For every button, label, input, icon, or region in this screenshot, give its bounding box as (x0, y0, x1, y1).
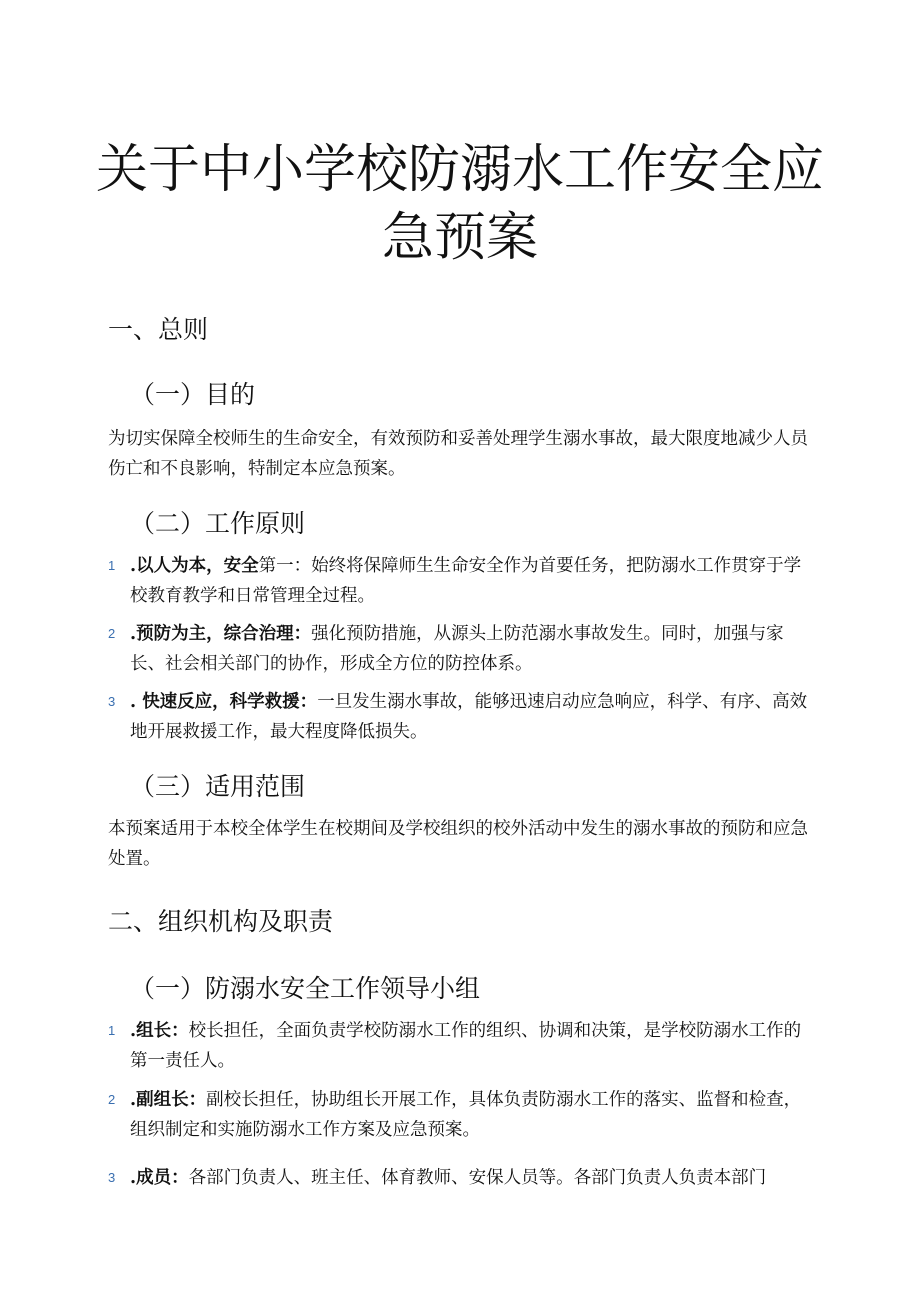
list-dot: . (130, 1168, 137, 1188)
list-dot: . (130, 1090, 137, 1110)
list-number: 2 (108, 626, 116, 641)
list-number: 3 (108, 694, 116, 709)
paragraph-scope: 本预案适用于本校全体学生在校期间及学校组织的校外活动中发生的溺水事故的预防和应急处置。 (108, 819, 808, 869)
list-number: 2 (108, 1092, 116, 1107)
list-item-bold-label: 快速反应，科学救援： (142, 692, 318, 712)
list-number: 1 (108, 558, 116, 573)
list-item-text: 副校长担任，协助组长开展工作，具体负责防溺水工作的落实、监督和检查，组织制定和实施防溺水工作方案及应急预案。 (130, 1090, 802, 1140)
document-title-line-2: 急预案 (381, 208, 538, 268)
list-item (108, 687, 808, 747)
list-item-text: 各部门负责人、班主任、体育教师、安保人员等。各部门负责人负责本部门 (188, 1168, 767, 1188)
list-item (108, 1163, 808, 1193)
list-item (108, 551, 808, 611)
section-heading-general: 一、总则 (108, 315, 209, 344)
subsection-heading-scope: （三）适用范围 (130, 772, 306, 801)
document-title-line-1: 关于中小学校防溺水工作安全应 (95, 140, 824, 200)
subsection-heading-principles: （二）工作原则 (130, 509, 306, 538)
list-item-bold-label: 副组长： (136, 1090, 207, 1110)
list-item-text: 一旦发生溺水事故，能够迅速启动应急响应，科学、有序、高效地开展救援工作，最大程度降低损失。 (130, 692, 808, 742)
list-item-bold-label: 以人为本，安全 (136, 556, 259, 576)
list-item (108, 1085, 808, 1145)
list-item-text: 强化预防措施，从源头上防范溺水事故发生。同时，加强与家长、社会相关部门的协作，形成全方位的防控体系。 (130, 624, 784, 674)
list-number: 1 (108, 1023, 116, 1038)
list-dot: . (130, 692, 143, 712)
list-dot: . (130, 624, 137, 644)
list-number: 3 (108, 1170, 116, 1185)
list-item-bold-label: 预防为主，综合治理： (136, 624, 312, 644)
list-item (108, 1016, 808, 1076)
paragraph-purpose: 为切实保障全校师生的生命安全，有效预防和妥善处理学生溺水事故，最大限度地减少人员伤亡和不良影响，特制定本应急预案。 (108, 429, 808, 479)
list-item (108, 619, 808, 679)
list-dot: . (130, 1021, 137, 1041)
list-item-bold-label: 组长： (136, 1021, 189, 1041)
list-dot: . (130, 556, 137, 576)
list-item-bold-label: 成员： (136, 1168, 189, 1188)
section-heading-organization: 二、组织机构及职责 (108, 907, 334, 936)
subsection-heading-purpose: （一）目的 (130, 380, 256, 409)
list-item-text: 校长担任，全面负责学校防溺水工作的组织、协调和决策，是学校防溺水工作的第一责任人。 (130, 1021, 802, 1071)
list-item-text: 第一：始终将保障师生生命安全作为首要任务，把防溺水工作贯穿于学校教育教学和日常管理全过程。 (130, 556, 802, 606)
subsection-heading-leadership-group: （一）防溺水安全工作领导小组 (130, 974, 481, 1003)
